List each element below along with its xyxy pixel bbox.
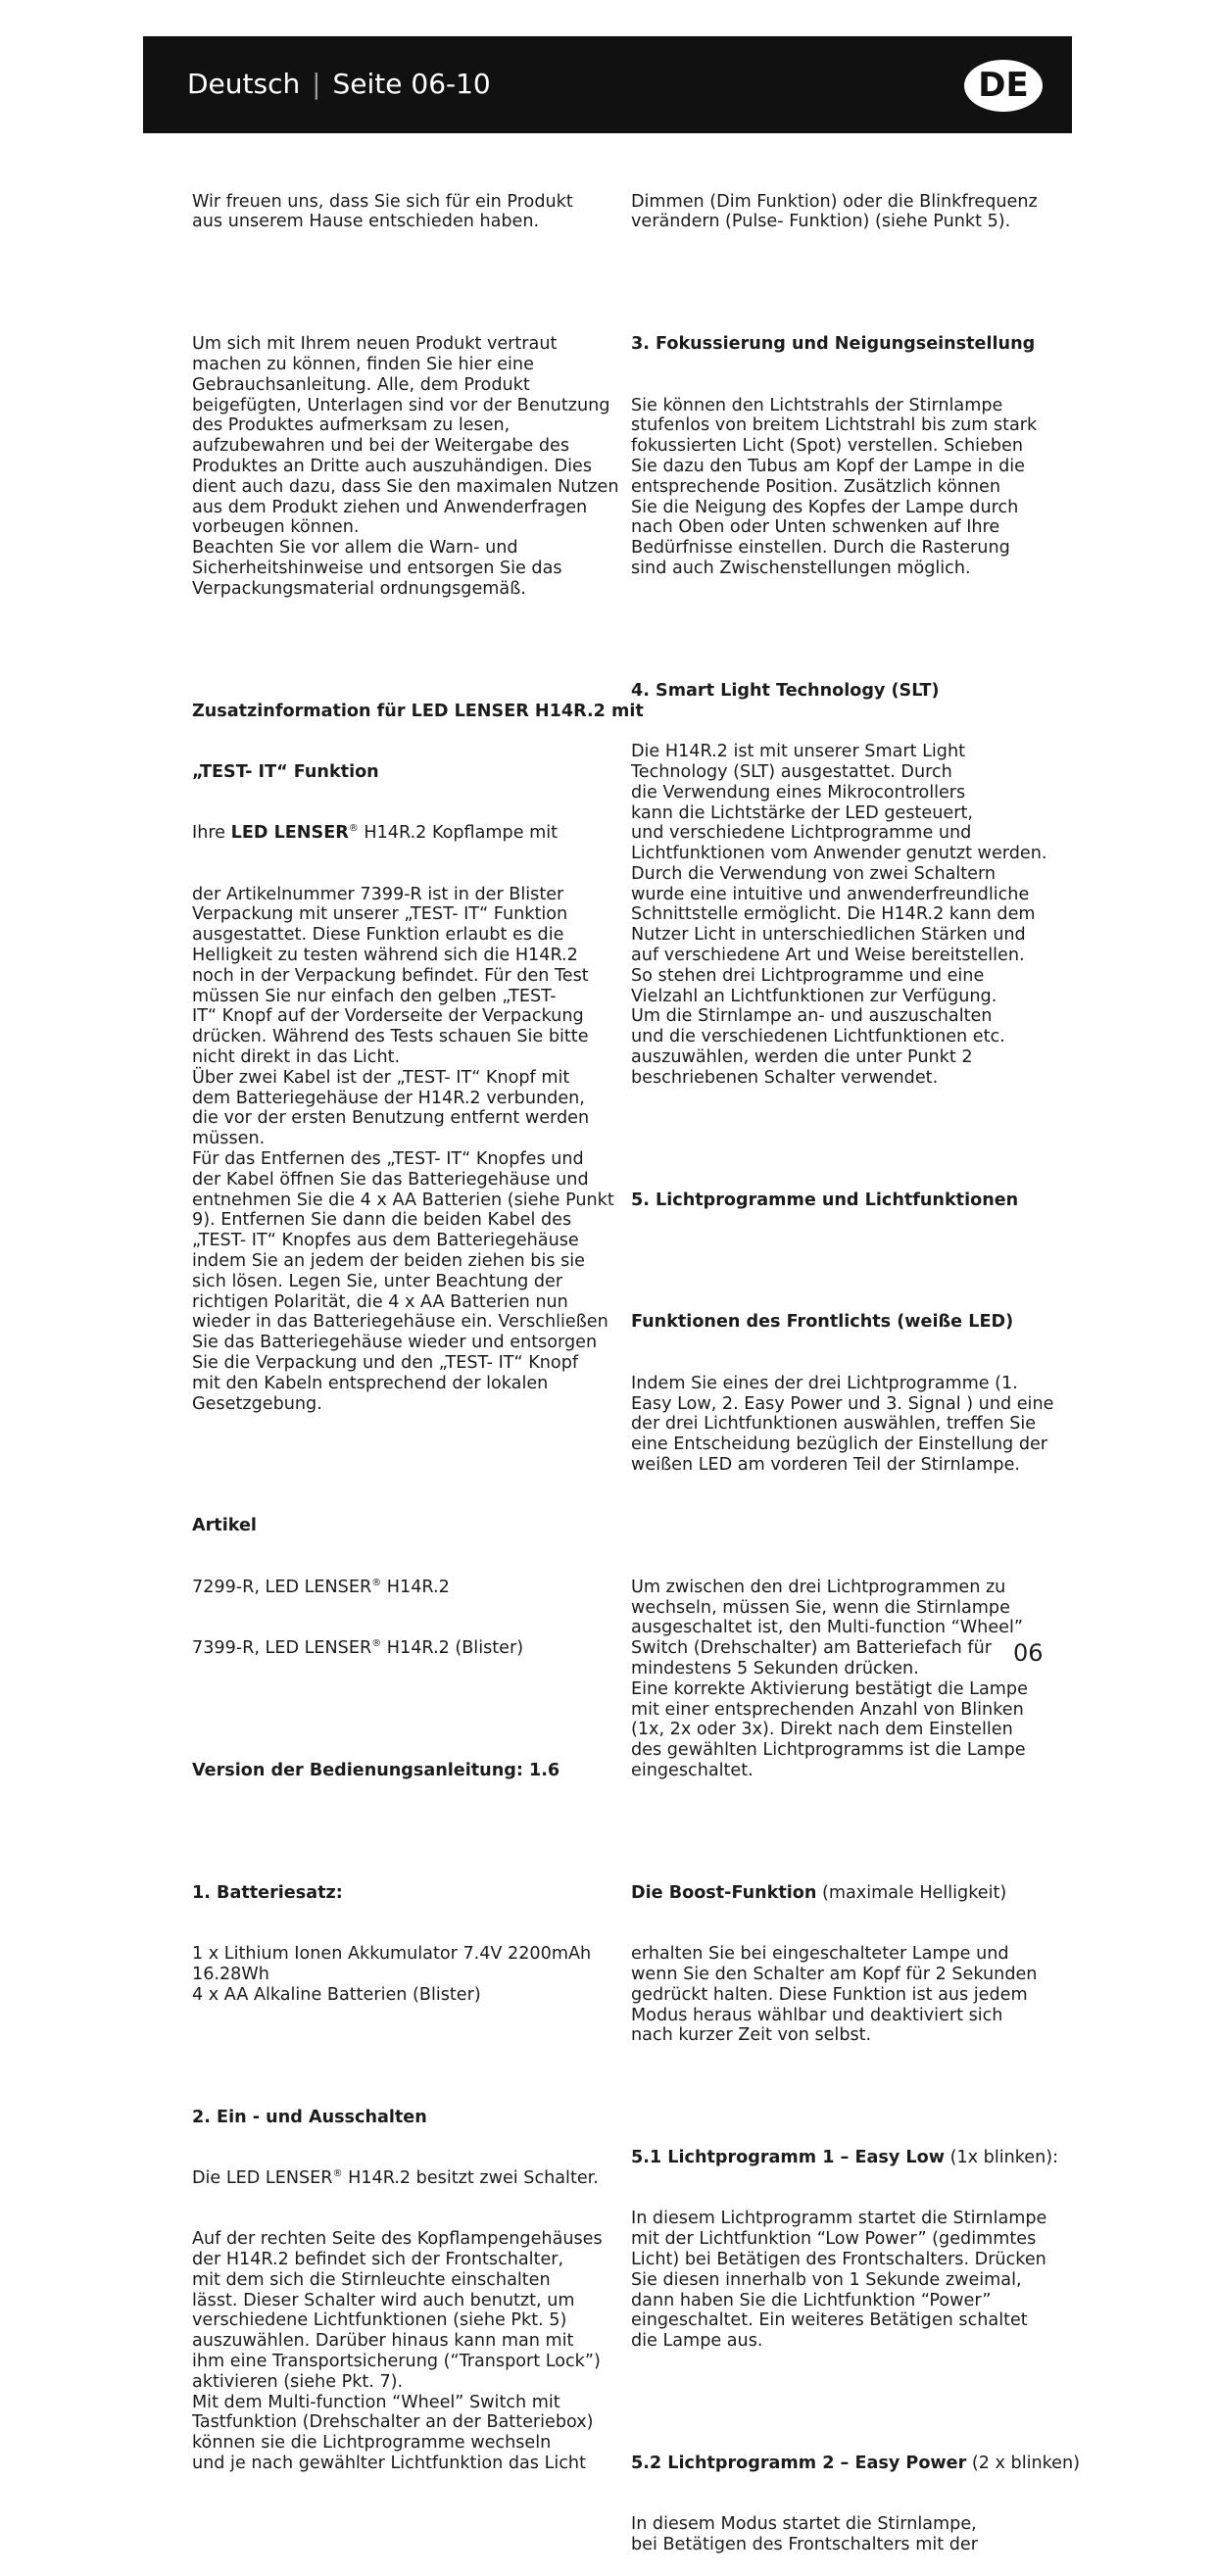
text-line: sind auch Zwischenstellungen möglich. <box>631 558 971 578</box>
zusatz-first-line: Ihre LED LENSER® H14R.2 Kopflampe mit <box>192 823 559 844</box>
text-line: Sie diesen innerhalb von 1 Sekunde zweimal, <box>631 2269 1022 2290</box>
text-line: der drei Lichtfunktionen auswählen, treffen Sie <box>631 1414 1037 1434</box>
zusatz-heading-line-1: Zusatzinformation für LED LENSER H14R.2 mit <box>192 701 644 721</box>
lichtprogramme-heading: 5. Lichtprogramme und Lichtfunktionen <box>631 1190 1019 1210</box>
text-line: Dimmen (Dim Funktion) oder die Blinkfrequenz <box>631 191 1038 212</box>
header-title <box>187 68 491 100</box>
text-line: auf verschiedene Art und Weise bereitstellen. <box>631 946 1025 966</box>
text-line: des Produktes aufmerksam zu lesen, <box>192 415 511 436</box>
schalten-heading: 2. Ein - und Ausschalten <box>192 2107 427 2127</box>
text-line: verschiedene Lichtfunktionen (siehe Pkt. 5) <box>192 2310 567 2331</box>
text-line: müssen. <box>192 1129 266 1149</box>
text-line: 1 x Lithium Ionen Akkumulator 7.4V 2200mAh <box>192 1944 592 1965</box>
frontlicht-heading: Funktionen des Frontlichts (weiße LED) <box>631 1312 1014 1333</box>
text-line: Um die Stirnlampe an- und auszuschalten <box>631 1006 993 1027</box>
text-line: kann die Lichtstärke der LED gesteuert, <box>631 802 973 823</box>
text-line: der H14R.2 befindet sich der Frontschalter, <box>192 2250 564 2270</box>
slt-heading: 4. Smart Light Technology (SLT) <box>631 680 940 701</box>
text-line: In diesem Modus startet die Stirnlampe, <box>631 2514 977 2535</box>
text-line: mindestens 5 Sekunden drücken. <box>631 1658 919 1678</box>
continued-paragraph <box>631 192 1050 233</box>
text-line: dann haben Sie die Lichtfunktion “Power” <box>631 2290 992 2310</box>
text-line: aus dem Produkt ziehen und Anwenderfragen <box>192 497 588 517</box>
text-line: 16.28Wh <box>192 1964 269 1984</box>
text-line: Für das Entfernen des „TEST- IT“ Knopfes und <box>192 1149 584 1170</box>
text-line: der Artikelnummer 7399-R ist in der Blister <box>192 884 564 904</box>
prog1-first-line: 5.1 Lichtprogramm 1 – Easy Low (1x blinken): <box>631 2148 1059 2168</box>
text-line: (1x, 2x oder 3x). Direkt nach dem Einstellen <box>631 1720 1013 1740</box>
intro-paragraph-2 <box>192 334 619 599</box>
page-number: 06 <box>1013 1639 1044 1667</box>
text-line: fokussierten Licht (Spot) verstellen. Schieben <box>631 436 1023 457</box>
text-line: und je nach gewählter Lichtfunktion das Licht <box>192 2454 586 2474</box>
text-line: Gesetzgebung. <box>192 1393 322 1414</box>
text-line: Easy Low, 2. Easy Power und 3. Signal ) und eine <box>631 1393 1054 1414</box>
text-line: indem Sie an jedem der beiden ziehen bis sie <box>192 1251 585 1272</box>
text-line: die vor der ersten Benutzung entfernt werden <box>192 1108 590 1129</box>
text-line: IT“ Knopf auf der Vorderseite der Verpackung <box>192 1006 584 1027</box>
page-header <box>143 36 1072 133</box>
text-line: In diesem Lichtprogramm startet die Stirnlampe <box>631 2209 1047 2229</box>
text-line: Eine korrekte Aktivierung bestätigt die Lampe <box>631 1678 1028 1699</box>
text-line: ihm eine Transportsicherung (“Transport Lock”) <box>192 2352 601 2372</box>
prog2-paragraph <box>631 2514 1050 2555</box>
text-line: gedrückt halten. Diese Funktion ist aus jedem <box>631 1984 1028 2005</box>
artikel-item-1: 7299-R, LED LENSER® H14R.2 <box>192 1577 450 1597</box>
text-line: des gewählten Lichtprogramms ist die Lampe <box>631 1740 1026 1761</box>
text-line: müssen Sie nur einfach den gelben „TEST- <box>192 986 557 1006</box>
text-line: nach kurzer Zeit von selbst. <box>631 2025 872 2046</box>
intro-paragraph-1 <box>192 192 609 233</box>
text-line: aus unserem Hause entschieden haben. <box>192 212 540 232</box>
text-line: eine Entscheidung bezüglich der Einstellung der <box>631 1434 1048 1455</box>
boost-first-line: Die Boost-Funktion (maximale Helligkeit) <box>631 1882 1007 1903</box>
text-line: Gebrauchsanleitung. Alle, dem Produkt <box>192 374 530 395</box>
text-line: dem Batteriegehäuse der H14R.2 verbunden, <box>192 1088 585 1108</box>
text-line: richtigen Polarität, die 4 x AA Batterien nun <box>192 1291 568 1312</box>
text-line: Technology (SLT) ausgestattet. Durch <box>631 761 952 782</box>
text-line: mit einer entsprechenden Anzahl von Blinken <box>631 1699 1024 1720</box>
text-line: Verpackung mit unserer „TEST- IT“ Funktion <box>192 904 568 925</box>
text-line: Produktes an Dritte auch auszuhändigen. Dies <box>192 456 593 476</box>
text-line: Mit dem Multi-function “Wheel” Switch mit <box>192 2392 560 2412</box>
text-line: Sie die Neigung des Kopfes der Lampe durch <box>631 497 1019 517</box>
text-line: Helligkeit zu testen während sich die H14R.2 <box>192 946 578 966</box>
text-line: wurde eine intuitive und anwenderfreundliche <box>631 884 1030 904</box>
text-line: wenn Sie den Schalter am Kopf für 2 Sekunden <box>631 1964 1038 1984</box>
fokus-paragraph <box>631 396 1050 579</box>
text-line: Beachten Sie vor allem die Warn- und <box>192 538 518 559</box>
text-line: Switch (Drehschalter) am Batteriefach für <box>631 1638 992 1659</box>
text-line: eingeschaltet. <box>631 1760 754 1780</box>
text-line: aktivieren (siehe Pkt. 7). <box>192 2371 404 2392</box>
text-line: nach Oben oder Unten schwenken auf Ihre <box>631 517 1000 538</box>
text-line: wieder in das Batteriegehäuse ein. Verschließen <box>192 1312 608 1333</box>
batteriesatz-heading: 1. Batteriesatz: <box>192 1882 343 1903</box>
text-line: auszuwählen. Darüber hinaus kann man mit <box>192 2331 574 2352</box>
version-heading: Version der Bedienungsanleitung: 1.6 <box>192 1760 560 1780</box>
text-line: Licht) bei Betätigen des Frontschalters. Drücken <box>631 2250 1046 2270</box>
text-line: Wir freuen uns, dass Sie sich für ein Produkt <box>192 191 573 212</box>
header-page-range: Seite 06-10 <box>332 68 491 100</box>
text-line: lässt. Dieser Schalter wird auch benutzt, um <box>192 2290 575 2310</box>
left-column <box>192 151 644 2495</box>
text-line: stufenlos von breitem Lichtstrahl bis zum stark <box>631 415 1038 436</box>
text-line: aufzubewahren und bei der Weitergabe des <box>192 436 570 457</box>
text-line: wechseln, müssen Sie, wenn die Stirnlampe <box>631 1597 1010 1618</box>
text-line: Bedürfnisse einstellen. Durch die Rasterung <box>631 538 1010 559</box>
text-line: verändern (Pulse- Funktion) (siehe Punkt 5). <box>631 212 1011 232</box>
right-column <box>631 151 1081 2576</box>
text-line: Sie dazu den Tubus am Kopf der Lampe in die <box>631 456 1025 476</box>
text-line: bei Betätigen des Frontschalters mit der <box>631 2535 978 2555</box>
text-line: Um zwischen den drei Lichtprogrammen zu <box>631 1577 1006 1597</box>
text-line: noch in der Verpackung befindet. Für den Test <box>192 965 589 986</box>
zusatz-paragraph <box>192 884 614 1415</box>
text-line: Indem Sie eines der drei Lichtprogramme (1. <box>631 1373 1018 1393</box>
text-line: Sie können den Lichtstrahls der Stirnlampe <box>631 395 1003 415</box>
text-line: weißen LED am vorderen Teil der Stirnlampe. <box>631 1455 1021 1475</box>
text-line: Durch die Verwendung von zwei Schaltern <box>631 863 997 884</box>
artikel-heading: Artikel <box>192 1516 257 1536</box>
text-line: Die H14R.2 ist mit unserer Smart Light <box>631 742 966 762</box>
text-line: der Kabel öffnen Sie das Batteriegehäuse und <box>192 1169 589 1190</box>
text-line: beigefügten, Unterlagen sind vor der Benutzung <box>192 395 610 415</box>
text-line: sich lösen. Legen Sie, unter Beachtung der <box>192 1271 563 1291</box>
zusatz-heading-line-2: „TEST- IT“ Funktion <box>192 761 379 782</box>
text-line: Schnittstelle ermöglicht. Die H14R.2 kann dem <box>631 904 1036 925</box>
text-line: So stehen drei Lichtprogramme und eine <box>631 965 985 986</box>
schalten-paragraph <box>192 2229 609 2474</box>
text-line: Sicherheitshinweise und entsorgen Sie das <box>192 558 562 578</box>
text-line: mit der Lichtfunktion “Low Power” (gedimmtes <box>631 2229 1037 2250</box>
text-line: die Verwendung eines Mikrocontrollers <box>631 782 966 802</box>
text-line: die Lampe aus. <box>631 2331 763 2352</box>
text-line: Tastfunktion (Drehschalter an der Batteriebox) <box>192 2412 594 2433</box>
text-line: beschriebenen Schalter verwendet. <box>631 1067 939 1088</box>
text-line: Um sich mit Ihrem neuen Produkt vertraut <box>192 334 558 355</box>
text-line: können sie die Lichtprogramme wechseln <box>192 2433 552 2454</box>
text-line: „TEST- IT“ Knopfes aus dem Batteriegehäuse <box>192 1231 579 1251</box>
text-line: eingeschaltet. Ein weiteres Betätigen schaltet <box>631 2310 1028 2331</box>
wechseln-paragraph <box>631 1578 1050 1781</box>
header-language: Deutsch <box>187 68 301 100</box>
text-line: Lichtfunktionen vom Anwender genutzt werden. <box>631 844 1047 864</box>
text-line: und verschiedene Lichtprogramme und <box>631 823 972 844</box>
prog2-first-line: 5.2 Lichtprogramm 2 – Easy Power (2 x blinken) <box>631 2454 1081 2474</box>
fokus-heading: 3. Fokussierung und Neigungseinstellung <box>631 334 1036 355</box>
frontlicht-paragraph <box>631 1373 1054 1476</box>
text-line: 9). Entfernen Sie dann die beiden Kabel des <box>192 1210 572 1231</box>
text-line: entsprechende Position. Zusätzlich können <box>631 476 1001 497</box>
text-line: drücken. Während des Tests schauen Sie bitte <box>192 1027 589 1047</box>
batteriesatz-list <box>192 1944 609 2005</box>
text-line: Über zwei Kabel ist der „TEST- IT“ Knopf mit <box>192 1067 570 1088</box>
text-line: Modus heraus wählbar und deaktiviert sich <box>631 2005 1003 2025</box>
prog1-paragraph <box>631 2209 1050 2352</box>
text-line: Sie das Batteriegehäuse wieder und entsorgen <box>192 1333 598 1353</box>
text-line: erhalten Sie bei eingeschalteter Lampe und <box>631 1944 1009 1965</box>
text-line: dient auch dazu, dass Sie den maximalen Nutzen <box>192 476 619 497</box>
language-badge: DE <box>964 60 1043 112</box>
text-line: Sie die Verpackung und den „TEST- IT“ Knopf <box>192 1353 579 1374</box>
text-line: ausgeschaltet ist, den Multi-function “Wheel” <box>631 1618 1023 1638</box>
boost-paragraph <box>631 1944 1050 2046</box>
slt-paragraph <box>631 742 1050 1089</box>
text-line: auszuwählen, werden die unter Punkt 2 <box>631 1047 973 1068</box>
text-line: nicht direkt in das Licht. <box>192 1047 401 1068</box>
text-line: 4 x AA Alkaline Batterien (Blister) <box>192 1984 481 2005</box>
schalten-first-line: Die LED LENSER® H14R.2 besitzt zwei Schalter. <box>192 2167 599 2188</box>
artikel-item-2: 7399-R, LED LENSER® H14R.2 (Blister) <box>192 1638 524 1659</box>
text-line: entnehmen Sie die 4 x AA Batterien (siehe Punkt <box>192 1190 614 1210</box>
text-line: Vielzahl an Lichtfunktionen zur Verfügung. <box>631 986 997 1006</box>
header-separator: | <box>312 68 321 100</box>
text-line: mit dem sich die Stirnleuchte einschalten <box>192 2269 551 2290</box>
text-line: mit den Kabeln entsprechend der lokalen <box>192 1373 549 1393</box>
text-line: machen zu können, finden Sie hier eine <box>192 354 534 374</box>
text-line: und die verschiedenen Lichtfunktionen etc. <box>631 1027 1005 1047</box>
text-line: Auf der rechten Seite des Kopflampengehäuses <box>192 2229 603 2250</box>
text-line: vorbeugen können. <box>192 517 360 538</box>
text-line: Nutzer Licht in unterschiedlichen Stärken und <box>631 925 1026 946</box>
text-line: Verpackungsmaterial ordnungsgemäß. <box>192 578 526 599</box>
text-line: ausgestattet. Diese Funktion erlaubt es die <box>192 925 564 946</box>
